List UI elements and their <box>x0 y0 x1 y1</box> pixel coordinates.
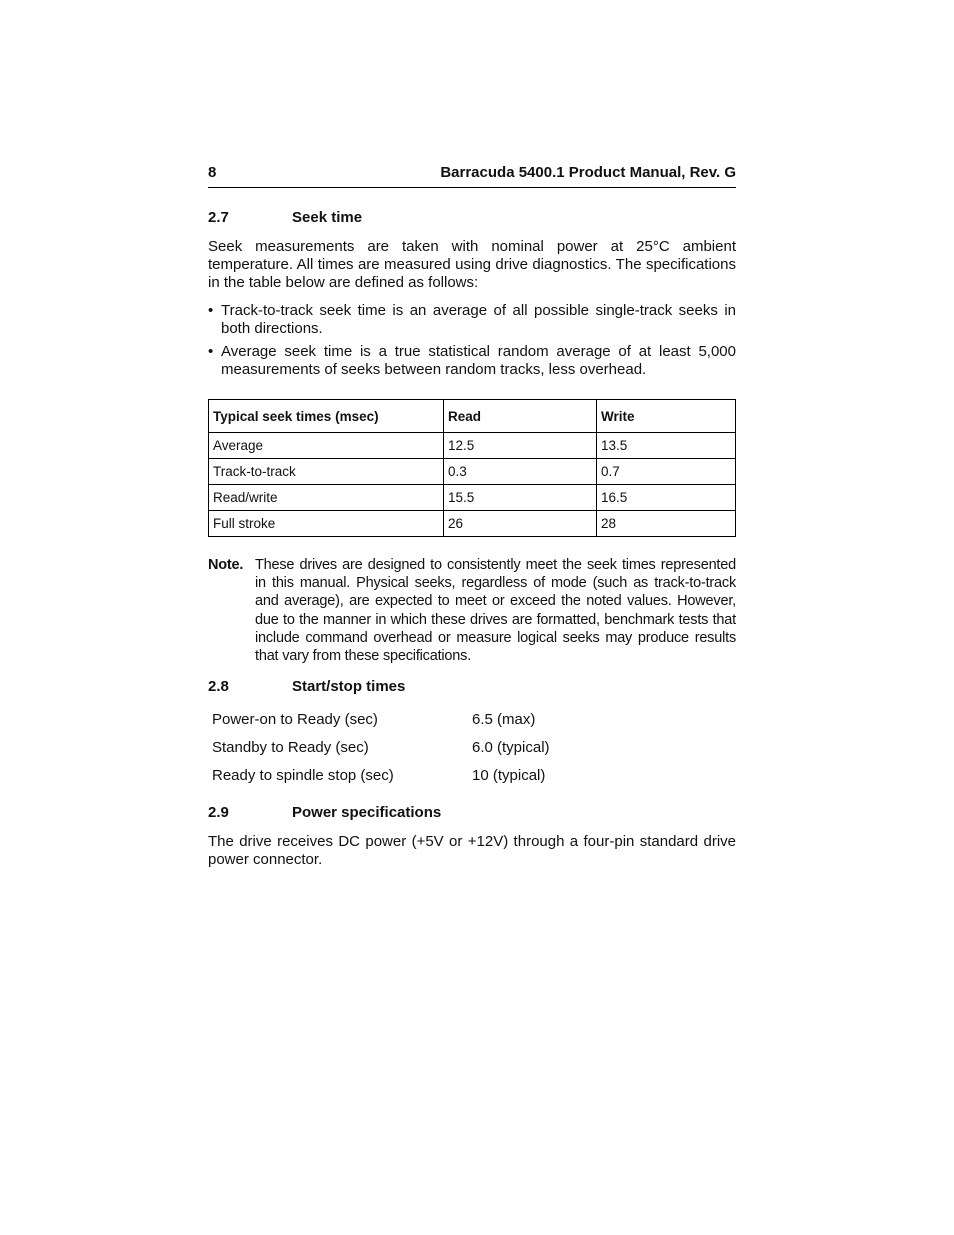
document-title: Barracuda 5400.1 Product Manual, Rev. G <box>440 164 736 181</box>
table-row <box>209 459 736 485</box>
column-header: Read <box>444 400 597 433</box>
note-text: These drives are designed to consistently meet the seek times represented in this manual. Physical seeks, regardless of mode (such as track-to-track and average), are expected to meet or exceed the noted values. However, due to the manner in which these drives are formatted, benchmark tests that include command overhead or measure logical seeks may produce results that vary from these specifications. <box>255 557 736 665</box>
page-number: 8 <box>208 164 217 181</box>
spec-label: Ready to spindle stop (sec) <box>212 767 394 784</box>
table-cell: 16.5 <box>597 485 736 511</box>
spec-label: Standby to Ready (sec) <box>212 739 369 756</box>
table-cell: 12.5 <box>444 433 597 459</box>
table-cell: 0.7 <box>597 459 736 485</box>
list-item <box>212 737 712 765</box>
section-number: 2.7 <box>208 209 229 226</box>
table-cell: 13.5 <box>597 433 736 459</box>
table-cell: 15.5 <box>444 485 597 511</box>
note-block <box>208 556 736 665</box>
column-header: Write <box>597 400 736 433</box>
bullet-item <box>208 343 736 379</box>
table-row <box>209 485 736 511</box>
table-cell: Average <box>209 433 444 459</box>
table-cell: 26 <box>444 511 597 537</box>
table-cell: Read/write <box>209 485 444 511</box>
section-number: 2.8 <box>208 678 229 695</box>
spec-label: Power-on to Ready (sec) <box>212 711 378 728</box>
bullet-text: Average seek time is a true statistical random average of at least 5,000 measurements of seeks between random tracks, less overhead. <box>221 343 736 378</box>
start-stop-times-list <box>212 709 712 793</box>
spec-value: 6.0 (typical) <box>472 739 550 756</box>
section-title: Start/stop times <box>292 678 406 695</box>
page-header <box>208 163 736 188</box>
section-title: Power specifications <box>292 804 442 821</box>
column-header: Typical seek times (msec) <box>209 400 444 433</box>
table-cell: 28 <box>597 511 736 537</box>
section-number: 2.9 <box>208 804 229 821</box>
power-paragraph: The drive receives DC power (+5V or +12V) through a four-pin standard drive power connector. <box>208 833 736 868</box>
seek-times-table <box>208 399 736 537</box>
bullet-text: Track-to-track seek time is an average of all possible single-track seeks in both directions. <box>221 302 736 337</box>
table-cell: Full stroke <box>209 511 444 537</box>
note-label: Note. <box>208 557 244 573</box>
table-cell: Track-to-track <box>209 459 444 485</box>
table-row <box>209 511 736 537</box>
spec-value: 6.5 (max) <box>472 711 536 728</box>
list-item <box>212 765 712 793</box>
seek-intro-paragraph: Seek measurements are taken with nominal power at 25°C ambient temperature. All times are measured using drive diagnostics. The specifications in the table below are defined as follows: <box>208 238 736 291</box>
table-header-row <box>209 400 736 433</box>
bullet-item <box>208 302 736 338</box>
spec-value: 10 (typical) <box>472 767 546 784</box>
table-row <box>209 433 736 459</box>
bullet-icon: • <box>208 343 214 360</box>
list-item <box>212 709 712 737</box>
section-title: Seek time <box>292 209 363 226</box>
bullet-icon: • <box>208 302 214 319</box>
table-cell: 0.3 <box>444 459 597 485</box>
